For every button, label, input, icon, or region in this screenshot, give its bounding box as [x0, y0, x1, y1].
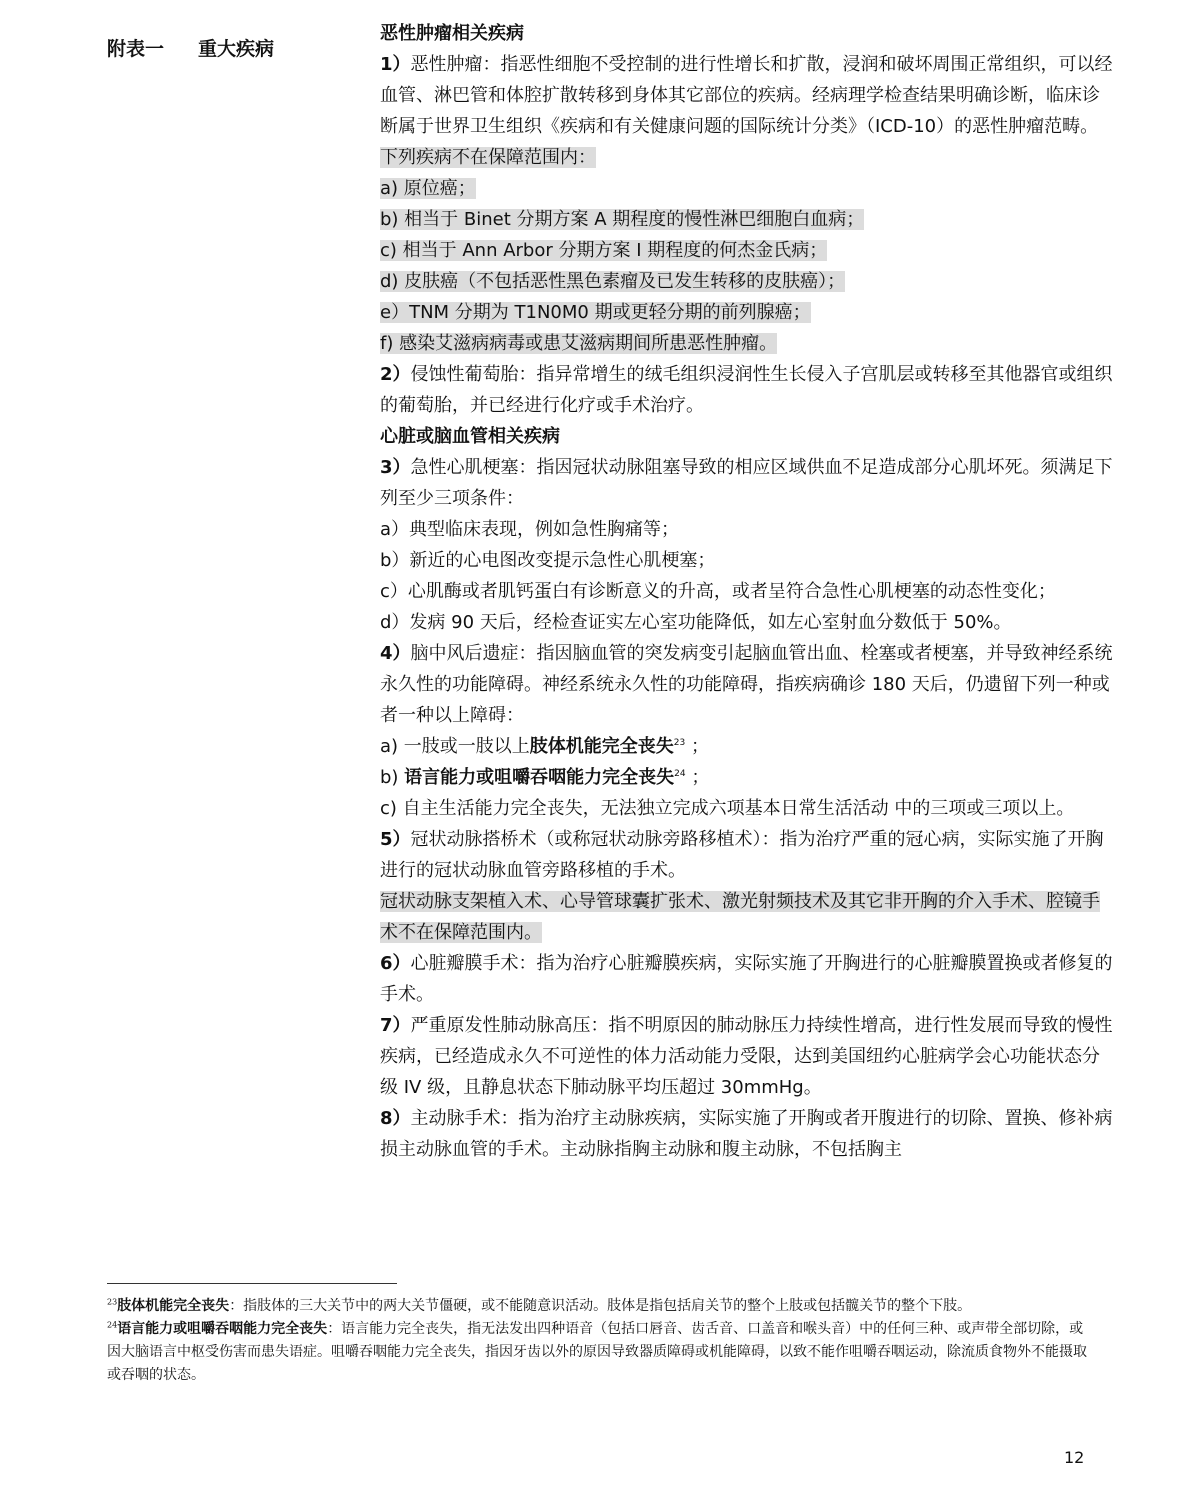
item-3 — [380, 452, 1115, 514]
item-head: 冠状动脉搭桥术 — [410, 829, 537, 850]
item-number: 4） — [380, 643, 411, 664]
item-number: 5） — [380, 829, 411, 850]
item-body: 指因脑血管的突发病变引起脑血管出血、栓塞或者梗塞，并导致神经系统永久性的功能障碍。神经系统永久性的功能障碍，指疾病确诊 180 天后，仍遗留下列一种或者一种以上障碍： — [380, 643, 1113, 726]
document-body — [380, 18, 1115, 1165]
item-body: 指为治疗心脏瓣膜疾病，实际实施了开胸进行的心脏瓣膜置换或者修复的手术。 — [380, 953, 1113, 1005]
item-number: 2） — [380, 364, 411, 385]
footnote-24: $^{24}$语言能力或咀嚼吞咽能力完全丧失：语言能力完全丧失，指无法发出四种语音（包括口唇音、齿舌音、口盖音和喉头音）中的任何三种、或声带全部切除，或因大脑语言中枢受伤害而患失语症。咀嚼吞咽能力完全丧失，指因牙齿以外的原因导致器质障碍或机能障碍，以致不能作咀嚼吞咽运动，除流质食物外不能摄取或吞咽的状态。 — [107, 1320, 1087, 1383]
appendix-label: 附表一 — [107, 38, 165, 60]
item-head: 心脏瓣膜手术： — [410, 953, 537, 974]
footnote-ref-term: 肢体机能完全丧失 — [529, 736, 674, 757]
item-body: 指异常增生的绒毛组织浸润性生长侵入子宫肌层或转移至其他器官或组织的葡萄胎，并已经进行化疗或手术治疗。 — [380, 364, 1113, 416]
item-body: 指恶性细胞不受控制的进行性增长和扩散，浸润和破坏周围正常组织，可以经血管、淋巴管和体腔扩散转移到身体其它部位的疾病。经病理学检查结果明确诊断，临床诊断属于世界卫生组织《疾病和有关健康问题的国际统计分类》（ICD-10）的恶性肿瘤范畴。 — [380, 54, 1113, 137]
page-number: 12 — [1064, 1448, 1085, 1467]
item-body: 指因冠状动脉阻塞导致的相应区域供血不足造成部分心肌坏死。须满足下列至少三项条件： — [380, 457, 1113, 509]
item-head: 急性心肌梗塞： — [410, 457, 537, 478]
item-head: 主动脉手术： — [410, 1108, 519, 1129]
appendix-name: 重大疾病 — [198, 38, 275, 60]
condition-item: b）新近的心电图改变提示急性心肌梗塞； — [380, 550, 716, 571]
item-body: 指不明原因的肺动脉压力持续性增高，进行性发展而导致的慢性疾病，已经造成永久不可逆性的体力活动能力受限，达到美国纽约心脏病学会心功能状态分级 IV 级，且静息状态下肺动脉平均压超过 30mmHg。 — [380, 1015, 1113, 1098]
condition-item: c) 自主生活能力完全丧失，无法独立完成六项基本日常生活活动 中的三项或三项以上。 — [380, 798, 1075, 819]
item-7 — [380, 1010, 1115, 1103]
item-head: 严重原发性肺动脉高压： — [410, 1015, 609, 1036]
item-body: （或称冠状动脉旁路移植术）：指为治疗严重的冠心病，实际实施了开胸进行的冠状动脉血管旁路移植的手术。 — [380, 829, 1104, 881]
appendix-title — [107, 34, 274, 61]
item-number: 6） — [380, 953, 411, 974]
footnote-ref-term: 语言能力或咀嚼吞咽能力完全丧失 — [404, 767, 675, 788]
item-head: 侵蚀性葡萄胎： — [410, 364, 537, 385]
item-head: 恶性肿瘤： — [410, 54, 501, 75]
section-heading-cancer: 恶性肿瘤相关疾病 — [380, 23, 524, 44]
item-6 — [380, 948, 1115, 1010]
item-1 — [380, 49, 1115, 142]
condition-item: a）典型临床表现，例如急性胸痛等； — [380, 519, 680, 540]
item-8 — [380, 1103, 1115, 1165]
footnote-divider — [107, 1283, 397, 1284]
item-4 — [380, 638, 1115, 731]
exclusion-item: d) 皮肤癌（不包括恶性黑色素瘤及已发生转移的皮肤癌）； — [380, 271, 846, 292]
footnote-ref: 23 — [673, 738, 686, 748]
item-2 — [380, 359, 1115, 421]
exclusion-item: a) 原位癌； — [380, 178, 476, 199]
item-head: 脑中风后遗症： — [410, 643, 537, 664]
item-number: 1） — [380, 54, 411, 75]
item-number: 3） — [380, 457, 411, 478]
exclusion-item: f) 感染艾滋病病毒或患艾滋病期间所患恶性肿瘤。 — [380, 333, 778, 354]
exclusion-item: e）TNM 分期为 T1N0M0 期或更轻分期的前列腺癌； — [380, 302, 811, 323]
condition-item: d）发病 90 天后，经检查证实左心室功能降低，如左心室射血分数低于 50%。 — [380, 612, 1012, 633]
item-number: 7） — [380, 1015, 411, 1036]
section-heading-cardio: 心脏或脑血管相关疾病 — [380, 426, 560, 447]
item-number: 8） — [380, 1108, 411, 1129]
item-5 — [380, 824, 1115, 886]
condition-item: b) 语言能力或咀嚼吞咽能力完全丧失$^{24}$ ； — [380, 767, 710, 788]
exclusion-note: 冠状动脉支架植入术、心导管球囊扩张术、激光射频技术及其它非开胸的介入手术、腔镜手术不在保障范围内。 — [380, 891, 1100, 943]
exclusion-item: b) 相当于 Binet 分期方案 A 期程度的慢性淋巴细胞白血病； — [380, 209, 865, 230]
item-body: 指为治疗主动脉疾病，实际实施了开胸或者开腹进行的切除、置换、修补病损主动脉血管的手术。主动脉指胸主动脉和腹主动脉，不包括胸主 — [380, 1108, 1113, 1160]
footnotes — [107, 1295, 1092, 1387]
footnote-23: $^{23}$肢体机能完全丧失：指肢体的三大关节中的两大关节僵硬，或不能随意识活动。肢体是指包括肩关节的整个上肢或包括髋关节的整个下肢。 — [107, 1297, 972, 1314]
condition-item: a) 一肢或一肢以上肢体机能完全丧失$^{23}$ ； — [380, 736, 709, 757]
exclusion-intro: 下列疾病不在保障范围内： — [380, 147, 596, 168]
exclusion-item: c) 相当于 Ann Arbor 分期方案 I 期程度的何杰金氏病； — [380, 240, 828, 261]
footnote-ref: 24 — [674, 769, 686, 779]
condition-item: c）心肌酶或者肌钙蛋白有诊断意义的升高，或者呈符合急性心肌梗塞的动态性变化； — [380, 581, 1056, 602]
